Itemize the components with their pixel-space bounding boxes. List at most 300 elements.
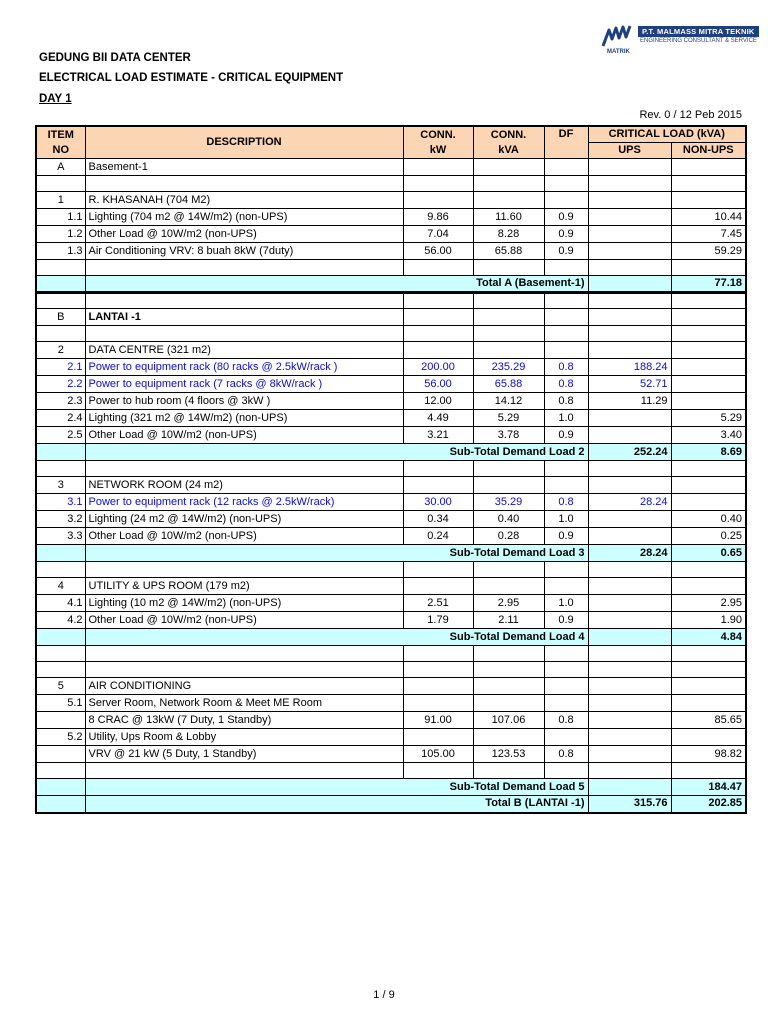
description-cell	[85, 260, 403, 276]
item-no-cell	[36, 293, 85, 309]
table-row	[36, 662, 746, 678]
ups-cell	[588, 578, 671, 595]
df-cell	[544, 729, 588, 746]
item-no-cell: 3.1	[36, 494, 85, 511]
ups-cell	[588, 309, 671, 326]
df-cell: 0.9	[544, 528, 588, 545]
table-row	[36, 427, 746, 444]
conn-kva-cell	[473, 695, 544, 712]
ups-cell: 28.24	[588, 494, 671, 511]
table-row	[36, 763, 746, 779]
non-ups-cell: 85.65	[671, 712, 746, 729]
conn-kva-cell: 3.78	[473, 427, 544, 444]
df-cell: 0.9	[544, 427, 588, 444]
ups-cell	[588, 612, 671, 629]
item-no-cell: A	[36, 159, 85, 176]
ups-cell	[588, 427, 671, 444]
df-cell: 0.8	[544, 376, 588, 393]
table-row	[36, 342, 746, 359]
table-row	[36, 578, 746, 595]
non-ups-cell: 202.85	[671, 796, 746, 813]
description-cell: NETWORK ROOM (24 m2)	[85, 477, 403, 494]
ups-cell	[588, 511, 671, 528]
description-cell: DATA CENTRE (321 m2)	[85, 342, 403, 359]
conn-kva-cell: 65.88	[473, 243, 544, 260]
total-label: Sub-Total Demand Load 3	[85, 545, 588, 562]
df-cell	[544, 326, 588, 342]
item-no-cell: 2.5	[36, 427, 85, 444]
df-cell	[544, 176, 588, 192]
table-row	[36, 309, 746, 326]
non-ups-cell	[671, 678, 746, 695]
df-cell: 1.0	[544, 410, 588, 427]
item-no-cell: 2.1	[36, 359, 85, 376]
df-cell: 0.9	[544, 243, 588, 260]
table-row	[36, 376, 746, 393]
non-ups-cell	[671, 359, 746, 376]
ups-cell	[588, 410, 671, 427]
table-row	[36, 159, 746, 176]
total-label: Sub-Total Demand Load 4	[85, 629, 588, 646]
df-cell	[544, 192, 588, 209]
item-no-cell: 2	[36, 342, 85, 359]
table-row	[36, 729, 746, 746]
conn-kva-cell	[473, 326, 544, 342]
df-cell: 0.8	[544, 712, 588, 729]
non-ups-cell	[671, 376, 746, 393]
conn-kw-cell	[403, 342, 473, 359]
item-no-cell: 4.2	[36, 612, 85, 629]
non-ups-cell: 0.65	[671, 545, 746, 562]
description-cell: Power to equipment rack (7 racks @ 8kW/rack )	[85, 376, 403, 393]
description-cell	[85, 763, 403, 779]
table-row	[36, 192, 746, 209]
description-cell: Air Conditioning VRV: 8 buah 8kW (7duty)	[85, 243, 403, 260]
table-row	[36, 712, 746, 729]
description-cell: Lighting (321 m2 @ 14W/m2) (non-UPS)	[85, 410, 403, 427]
ups-cell	[588, 176, 671, 192]
conn-kw-cell: 4.49	[403, 410, 473, 427]
table-row	[36, 226, 746, 243]
table-body	[36, 159, 746, 813]
description-cell: Power to equipment rack (12 racks @ 2.5kW/rack)	[85, 494, 403, 511]
item-no-cell: 3	[36, 477, 85, 494]
item-no-cell	[36, 763, 85, 779]
df-cell: 1.0	[544, 511, 588, 528]
df-cell	[544, 695, 588, 712]
ups-cell	[588, 528, 671, 545]
description-cell: Basement-1	[85, 159, 403, 176]
conn-kw-cell: 200.00	[403, 359, 473, 376]
item-no-cell: 2.3	[36, 393, 85, 410]
conn-kw-cell	[403, 729, 473, 746]
item-no-cell: 5.1	[36, 695, 85, 712]
total-item-cell	[36, 545, 85, 562]
conn-kva-cell: 235.29	[473, 359, 544, 376]
conn-kw-cell: 105.00	[403, 746, 473, 763]
conn-kva-cell	[473, 678, 544, 695]
ups-cell	[588, 243, 671, 260]
description-cell: Power to equipment rack (80 racks @ 2.5kW/rack )	[85, 359, 403, 376]
ups-cell	[588, 326, 671, 342]
df-cell: 0.8	[544, 393, 588, 410]
table-row	[36, 746, 746, 763]
header-ups: UPS	[588, 143, 671, 159]
conn-kva-cell: 123.53	[473, 746, 544, 763]
document-title: GEDUNG BII DATA CENTER	[39, 52, 191, 64]
item-no-cell: 3.3	[36, 528, 85, 545]
ups-cell	[588, 678, 671, 695]
table-row	[36, 494, 746, 511]
total-item-cell	[36, 444, 85, 461]
ups-cell: 315.76	[588, 796, 671, 813]
table-row	[36, 293, 746, 309]
non-ups-cell: 4.84	[671, 629, 746, 646]
item-no-cell: 3.2	[36, 511, 85, 528]
df-cell	[544, 159, 588, 176]
item-no-cell: 1.2	[36, 226, 85, 243]
conn-kva-cell	[473, 763, 544, 779]
document-subtitle: ELECTRICAL LOAD ESTIMATE - CRITICAL EQUIPMENT	[39, 72, 344, 84]
non-ups-cell: 184.47	[671, 779, 746, 796]
df-cell: 0.9	[544, 209, 588, 226]
total-row	[36, 796, 746, 813]
description-cell: Other Load @ 10W/m2 (non-UPS)	[85, 612, 403, 629]
non-ups-cell: 77.18	[671, 276, 746, 293]
description-cell: Other Load @ 10W/m2 (non-UPS)	[85, 528, 403, 545]
conn-kw-cell	[403, 477, 473, 494]
description-cell: Lighting (704 m2 @ 14W/m2) (non-UPS)	[85, 209, 403, 226]
df-cell	[544, 342, 588, 359]
table-row	[36, 511, 746, 528]
description-cell	[85, 662, 403, 678]
item-no-cell	[36, 646, 85, 662]
non-ups-cell	[671, 192, 746, 209]
conn-kw-cell	[403, 192, 473, 209]
description-cell	[85, 562, 403, 578]
table-row	[36, 260, 746, 276]
description-cell	[85, 646, 403, 662]
conn-kva-cell: 107.06	[473, 712, 544, 729]
ups-cell	[588, 662, 671, 678]
conn-kw-cell	[403, 678, 473, 695]
description-cell: Lighting (10 m2 @ 14W/m2) (non-UPS)	[85, 595, 403, 612]
item-no-cell: 1	[36, 192, 85, 209]
conn-kva-cell: 14.12	[473, 393, 544, 410]
conn-kva-cell: 2.95	[473, 595, 544, 612]
header-non-ups: NON-UPS	[671, 143, 746, 159]
conn-kw-cell	[403, 646, 473, 662]
total-row	[36, 444, 746, 461]
df-cell: 0.8	[544, 746, 588, 763]
item-no-cell: 5	[36, 678, 85, 695]
ups-cell	[588, 779, 671, 796]
conn-kw-cell: 7.04	[403, 226, 473, 243]
table-row	[36, 562, 746, 578]
df-cell: 1.0	[544, 595, 588, 612]
ups-cell	[588, 646, 671, 662]
ups-cell	[588, 746, 671, 763]
non-ups-cell	[671, 662, 746, 678]
total-row	[36, 779, 746, 796]
conn-kva-cell: 8.28	[473, 226, 544, 243]
df-cell: 0.8	[544, 494, 588, 511]
non-ups-cell: 0.40	[671, 511, 746, 528]
conn-kw-cell	[403, 562, 473, 578]
table-row	[36, 243, 746, 260]
total-label: Sub-Total Demand Load 2	[85, 444, 588, 461]
ups-cell: 188.24	[588, 359, 671, 376]
conn-kw-cell: 0.24	[403, 528, 473, 545]
item-no-cell	[36, 712, 85, 729]
header-item-no: ITEM NO	[36, 126, 85, 159]
conn-kw-cell	[403, 176, 473, 192]
non-ups-cell	[671, 309, 746, 326]
non-ups-cell: 59.29	[671, 243, 746, 260]
df-cell: 0.9	[544, 612, 588, 629]
conn-kva-cell	[473, 461, 544, 477]
total-row	[36, 545, 746, 562]
ups-cell: 11.29	[588, 393, 671, 410]
page-number: 1 / 9	[373, 989, 395, 1001]
df-cell	[544, 293, 588, 309]
conn-kw-cell: 0.34	[403, 511, 473, 528]
df-cell	[544, 763, 588, 779]
non-ups-cell: 1.90	[671, 612, 746, 629]
item-no-cell: 4.1	[36, 595, 85, 612]
item-no-cell	[36, 662, 85, 678]
item-no-cell	[36, 461, 85, 477]
description-cell: UTILITY & UPS ROOM (179 m2)	[85, 578, 403, 595]
item-no-cell	[36, 260, 85, 276]
non-ups-cell: 0.25	[671, 528, 746, 545]
logo-brand: MATRIK	[607, 49, 630, 55]
item-no-cell: 4	[36, 578, 85, 595]
description-cell: VRV @ 21 kW (5 Duty, 1 Standby)	[85, 746, 403, 763]
total-item-cell	[36, 779, 85, 796]
item-no-cell	[36, 746, 85, 763]
description-cell: Server Room, Network Room & Meet ME Room	[85, 695, 403, 712]
logo-company-name: P.T. MALMASS MITRA TEKNIK	[638, 26, 759, 37]
load-estimate-table	[35, 125, 747, 814]
conn-kw-cell	[403, 260, 473, 276]
non-ups-cell: 10.44	[671, 209, 746, 226]
total-row	[36, 276, 746, 293]
description-cell: Utility, Ups Room & Lobby	[85, 729, 403, 746]
header-df: DF	[544, 126, 588, 159]
non-ups-cell: 3.40	[671, 427, 746, 444]
description-cell: LANTAI -1	[85, 309, 403, 326]
item-no-cell	[36, 562, 85, 578]
non-ups-cell	[671, 494, 746, 511]
conn-kva-cell	[473, 662, 544, 678]
item-no-cell: 2.2	[36, 376, 85, 393]
conn-kw-cell: 91.00	[403, 712, 473, 729]
conn-kva-cell: 65.88	[473, 376, 544, 393]
conn-kw-cell	[403, 578, 473, 595]
non-ups-cell: 98.82	[671, 746, 746, 763]
conn-kw-cell	[403, 309, 473, 326]
item-no-cell: B	[36, 309, 85, 326]
conn-kva-cell: 35.29	[473, 494, 544, 511]
header-conn-kw: CONN. kW	[403, 126, 473, 159]
conn-kw-cell	[403, 763, 473, 779]
table-row	[36, 176, 746, 192]
description-cell	[85, 176, 403, 192]
conn-kva-cell: 11.60	[473, 209, 544, 226]
item-no-cell: 2.4	[36, 410, 85, 427]
table-row	[36, 528, 746, 545]
non-ups-cell	[671, 461, 746, 477]
ups-cell	[588, 562, 671, 578]
table-row	[36, 461, 746, 477]
ups-cell	[588, 342, 671, 359]
table-row	[36, 678, 746, 695]
table-row	[36, 410, 746, 427]
conn-kva-cell: 2.11	[473, 612, 544, 629]
conn-kw-cell	[403, 293, 473, 309]
ups-cell: 252.24	[588, 444, 671, 461]
item-no-cell: 5.2	[36, 729, 85, 746]
table-row	[36, 359, 746, 376]
conn-kva-cell	[473, 562, 544, 578]
total-item-cell	[36, 796, 85, 813]
df-cell: 0.9	[544, 226, 588, 243]
conn-kva-cell: 0.40	[473, 511, 544, 528]
non-ups-cell: 2.95	[671, 595, 746, 612]
table-row	[36, 646, 746, 662]
ups-cell	[588, 729, 671, 746]
item-no-cell: 1.3	[36, 243, 85, 260]
description-cell	[85, 326, 403, 342]
df-cell	[544, 562, 588, 578]
non-ups-cell	[671, 326, 746, 342]
description-cell: Lighting (24 m2 @ 14W/m2) (non-UPS)	[85, 511, 403, 528]
non-ups-cell	[671, 578, 746, 595]
ups-cell	[588, 461, 671, 477]
non-ups-cell	[671, 260, 746, 276]
logo-mark-icon	[600, 24, 640, 50]
non-ups-cell	[671, 393, 746, 410]
non-ups-cell	[671, 176, 746, 192]
non-ups-cell	[671, 729, 746, 746]
total-item-cell	[36, 629, 85, 646]
df-cell	[544, 477, 588, 494]
conn-kw-cell: 56.00	[403, 243, 473, 260]
conn-kva-cell	[473, 342, 544, 359]
conn-kva-cell	[473, 176, 544, 192]
description-cell: Other Load @ 10W/m2 (non-UPS)	[85, 427, 403, 444]
ups-cell	[588, 159, 671, 176]
header-conn-kva: CONN. kVA	[473, 126, 544, 159]
ups-cell	[588, 226, 671, 243]
ups-cell	[588, 477, 671, 494]
conn-kw-cell	[403, 159, 473, 176]
conn-kw-cell	[403, 326, 473, 342]
non-ups-cell	[671, 477, 746, 494]
ups-cell	[588, 260, 671, 276]
description-cell: AIR CONDITIONING	[85, 678, 403, 695]
non-ups-cell	[671, 342, 746, 359]
ups-cell: 52.71	[588, 376, 671, 393]
df-cell	[544, 260, 588, 276]
description-cell: R. KHASANAH (704 M2)	[85, 192, 403, 209]
description-cell	[85, 461, 403, 477]
non-ups-cell	[671, 159, 746, 176]
non-ups-cell: 7.45	[671, 226, 746, 243]
conn-kva-cell	[473, 578, 544, 595]
df-cell	[544, 461, 588, 477]
table-row	[36, 612, 746, 629]
df-cell	[544, 678, 588, 695]
conn-kw-cell: 9.86	[403, 209, 473, 226]
conn-kva-cell	[473, 293, 544, 309]
description-cell: Other Load @ 10W/m2 (non-UPS)	[85, 226, 403, 243]
conn-kva-cell	[473, 192, 544, 209]
conn-kw-cell: 3.21	[403, 427, 473, 444]
description-cell: Power to hub room (4 floors @ 3kW )	[85, 393, 403, 410]
conn-kva-cell	[473, 159, 544, 176]
ups-cell	[588, 192, 671, 209]
ups-cell	[588, 629, 671, 646]
table-row	[36, 209, 746, 226]
logo-tagline: ENGINEERING CONSULTANT & SERVICE	[640, 38, 757, 44]
non-ups-cell: 8.69	[671, 444, 746, 461]
table-row	[36, 695, 746, 712]
total-label: Total B (LANTAI -1)	[85, 796, 588, 813]
conn-kw-cell: 1.79	[403, 612, 473, 629]
ups-cell	[588, 595, 671, 612]
conn-kva-cell: 5.29	[473, 410, 544, 427]
conn-kw-cell	[403, 695, 473, 712]
conn-kw-cell: 30.00	[403, 494, 473, 511]
day-label: DAY 1	[39, 93, 72, 105]
ups-cell	[588, 276, 671, 293]
non-ups-cell	[671, 695, 746, 712]
conn-kw-cell: 2.51	[403, 595, 473, 612]
conn-kva-cell	[473, 477, 544, 494]
item-no-cell	[36, 326, 85, 342]
conn-kw-cell: 56.00	[403, 376, 473, 393]
total-label: Total A (Basement-1)	[85, 276, 588, 293]
company-logo	[600, 24, 768, 58]
total-label: Sub-Total Demand Load 5	[85, 779, 588, 796]
conn-kva-cell	[473, 309, 544, 326]
table-row	[36, 477, 746, 494]
conn-kw-cell	[403, 662, 473, 678]
df-cell	[544, 578, 588, 595]
description-cell	[85, 293, 403, 309]
header-description: DESCRIPTION	[85, 126, 403, 159]
revision-label: Rev. 0 / 12 Peb 2015	[639, 109, 742, 121]
df-cell: 0.8	[544, 359, 588, 376]
ups-cell	[588, 695, 671, 712]
total-item-cell	[36, 276, 85, 293]
header-critical-load: CRITICAL LOAD (kVA)	[588, 126, 746, 143]
non-ups-cell	[671, 293, 746, 309]
item-no-cell: 1.1	[36, 209, 85, 226]
conn-kw-cell: 12.00	[403, 393, 473, 410]
table-row	[36, 393, 746, 410]
non-ups-cell: 5.29	[671, 410, 746, 427]
df-cell	[544, 662, 588, 678]
non-ups-cell	[671, 763, 746, 779]
table-row	[36, 326, 746, 342]
conn-kva-cell	[473, 260, 544, 276]
df-cell	[544, 309, 588, 326]
total-row	[36, 629, 746, 646]
table-row	[36, 595, 746, 612]
